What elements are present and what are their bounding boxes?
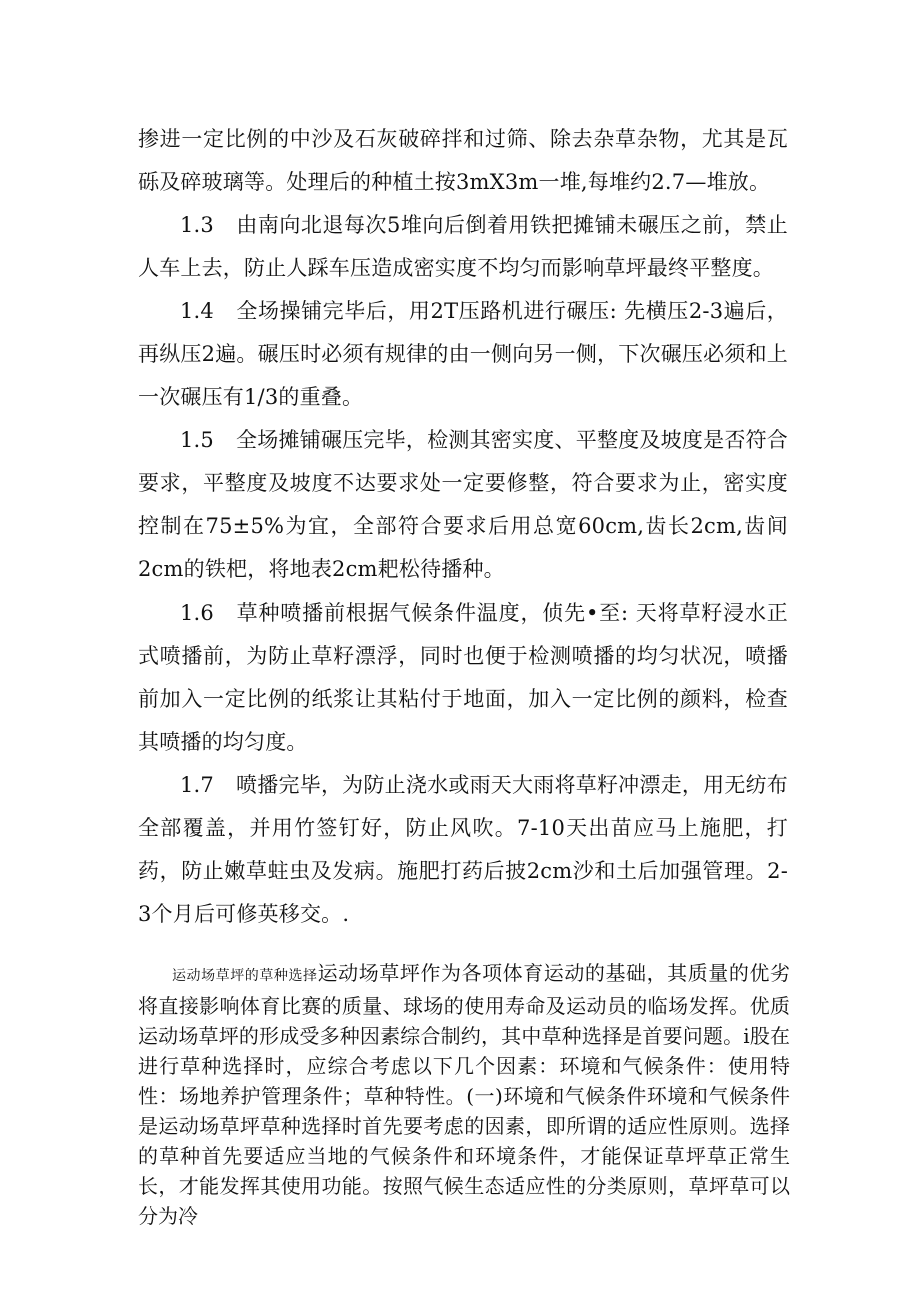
section-text: 喷播完毕，为防止浇水或雨天大雨将草籽冲漂走，用无纺布全部覆盖，并用竹签钉好，防止风吹。7-10天出苗应马上施肥，打药，防止嫩草蛀虫及发病。施肥打药后披2cm沙和土后加强管理。2-3个月后可修英移交。. [138, 773, 788, 926]
section-1-6 [138, 592, 788, 764]
section-text: 全场操铺完毕后，用2T压路机进行碾压: 先横压2-3遍后，再纵压2遍。碾压时必须有规律的由一侧向另一侧，下次碾压必须和上一次碾压有1/3的重叠。 [138, 299, 788, 409]
section-number: 1.6 [180, 601, 214, 625]
section-number: 1.7 [180, 773, 214, 797]
section-1-5 [138, 419, 788, 591]
paragraph-intro: 掺进一定比例的中沙及石灰破碎拌和过筛、除去杂草杂物，尤其是瓦砾及碎玻璃等。处理后的种植土按3mX3m一堆,每堆约2.7—堆放。 [138, 127, 788, 194]
section-text: 全场摊铺碾压完毕，检测其密实度、平整度及坡度是否符合要求，平整度及坡度不达要求处一定要修整，符合要求为止，密实度控制在75±5%为宜，全部符合要求后用总宽60cm,齿长2cm,齿间2cm的铁杷，将地表2cm耙松待播种。 [138, 428, 788, 581]
section-text: 由南向北退每次5堆向后倒着用铁把摊铺未碾压之前，禁止人车上去，防止人踩车压造成密实度不均匀而影响草坪最终平整度。 [138, 213, 788, 280]
section-text: 草种喷播前根据气候条件温度，侦先•至: 天将草籽浸水正式喷播前，为防止草籽漂浮，同时也便于检测喷播的均匀状况，喷播前加入一定比例的纸浆让其粘付于地面，加入一定比例的颜料，检查其喷播的均匀度。 [138, 601, 788, 754]
paragraph-grass-selection [138, 958, 790, 1231]
paragraph-body: 运动场草坪作为各项体育运动的基础，其质量的优劣将直接影响体育比赛的质量、球场的使用寿命及运动员的临场发挥。优质运动场草坪的形成受多种因素综合制约，其中草种选择是首要问题。i股在进行草种选择时，应综合考虑以下几个因素：环境和气候条件：使用特性：场地养护管理条件；草种特性。(一)环境和气候条件环境和气候条件是运动场草坪草种选择时首先要考虑的因素，即所谓的适应性原则。选择的草种首先要适应当地的气候条件和环境条件，才能保证草坪草正常生长，才能发挥其使用功能。按照气候生态适应性的分类原则，草坪草可以分为冷 [138, 961, 790, 1228]
section-1-3 [138, 204, 788, 290]
section-1-7 [138, 764, 788, 936]
inline-title: 运动场草坪的草种选择 [172, 968, 318, 984]
section-number: 1.3 [180, 213, 214, 237]
section-number: 1.5 [180, 428, 214, 452]
section-1-4 [138, 290, 788, 419]
section-number: 1.4 [180, 299, 214, 323]
